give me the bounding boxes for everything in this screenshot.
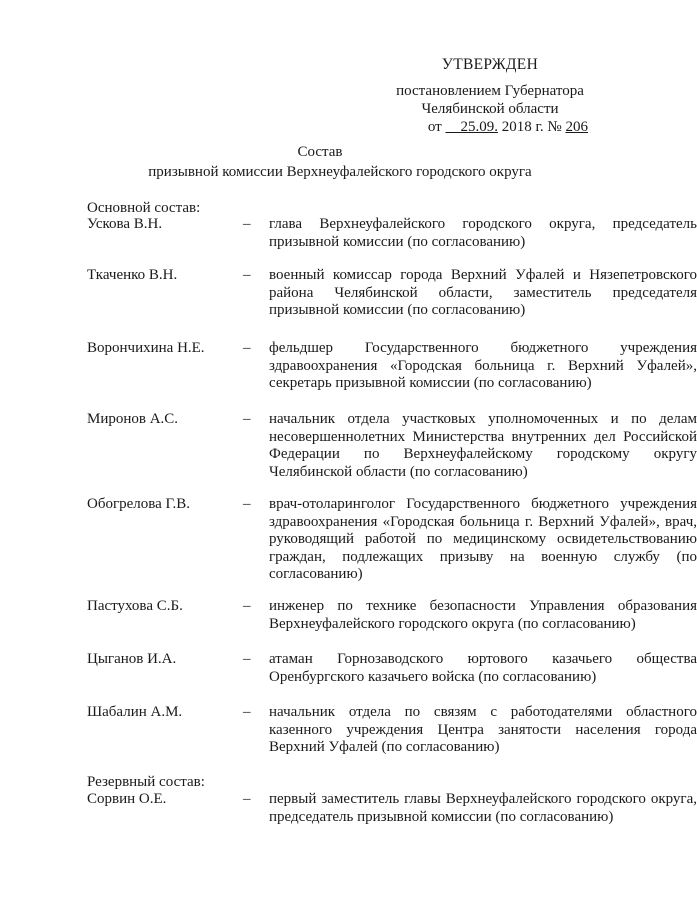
member-role: инженер по технике безопасности Управления образования Верхнеуфалейского городского округа (по согласованию): [269, 598, 697, 632]
member-name: Шабалин А.М.: [87, 704, 183, 720]
member-name: Ворончихина Н.Е.: [87, 340, 205, 356]
member-dash: –: [243, 267, 251, 283]
member-role: военный комиссар города Верхний Уфалей и Нязепетровского района Челябинской области, заместитель председателя призывной комиссии (по согласованию): [269, 267, 697, 318]
member-role: начальник отдела участковых уполномоченных и по делам несовершеннолетних Министерства внутренних дел Российской Федерации по Верхнеуфалейскому городскому округу Челябинской области (по согласованию): [269, 411, 697, 480]
member-dash: –: [243, 496, 251, 512]
member-role: начальник отдела по связям с работодателями областного казенного учреждения Центра занятости населения города Верхний Уфалей (по согласованию): [269, 704, 697, 755]
approval-title: УТВЕРЖДЕН: [441, 56, 539, 73]
heading-line-2: призывной комиссии Верхнеуфалейского городского округа: [148, 164, 532, 180]
member-dash: –: [243, 598, 251, 614]
member-dash: –: [243, 411, 251, 427]
member-name: Ткаченко В.Н.: [87, 267, 178, 283]
approval-line-2: Челябинской области: [421, 100, 559, 117]
member-dash: –: [243, 340, 251, 356]
member-dash: –: [243, 216, 251, 232]
member-name: Сорвин О.Е.: [87, 791, 167, 807]
member-name: Миронов А.С.: [87, 411, 179, 427]
member-name: Цыганов И.А.: [87, 651, 177, 667]
member-name: Ускова В.Н.: [87, 216, 163, 232]
member-role: фельдшер Государственного бюджетного учреждения здравоохранения «Городская больница г. Верхний Уфалей», секретарь призывной комиссии (по согласованию): [269, 340, 697, 391]
approval-date-prefix: от: [427, 118, 442, 135]
approval-date: 25.09.: [460, 118, 498, 135]
document-heading: [0, 142, 640, 182]
member-role: атаман Горнозаводского юртового казачьего общества Оренбургского казачьего войска (по согласованию): [269, 651, 697, 685]
member-role: глава Верхнеуфалейского городского округа, председатель призывной комиссии (по согласованию): [269, 216, 697, 250]
member-name: Пастухова С.Б.: [87, 598, 183, 614]
main-section-label: Основной состав:: [87, 200, 201, 216]
approval-line-1: постановлением Губернатора: [396, 82, 584, 99]
approval-year: 2018 г. №: [501, 118, 562, 135]
member-name: Обогрелова Г.В.: [87, 496, 191, 512]
member-role: первый заместитель главы Верхнеуфалейского городского округа, председатель призывной комиссии (по согласованию): [269, 791, 697, 825]
member-dash: –: [243, 704, 251, 720]
member-dash: –: [243, 651, 251, 667]
approval-date-line: [380, 118, 600, 136]
reserve-section-label: Резервный состав:: [87, 774, 205, 790]
approval-stamp: [380, 56, 600, 136]
member-role: врач-отоларинголог Государственного бюджетного учреждения здравоохранения «Городская больница г. Верхний Уфалей», врач, руководящий работой по медицинскому освидетельствованию граждан, подлежащих призыву на военную службу (по согласованию): [269, 496, 697, 582]
member-dash: –: [243, 791, 251, 807]
approval-number: 206: [565, 118, 588, 135]
heading-line-1: Состав: [297, 144, 343, 160]
